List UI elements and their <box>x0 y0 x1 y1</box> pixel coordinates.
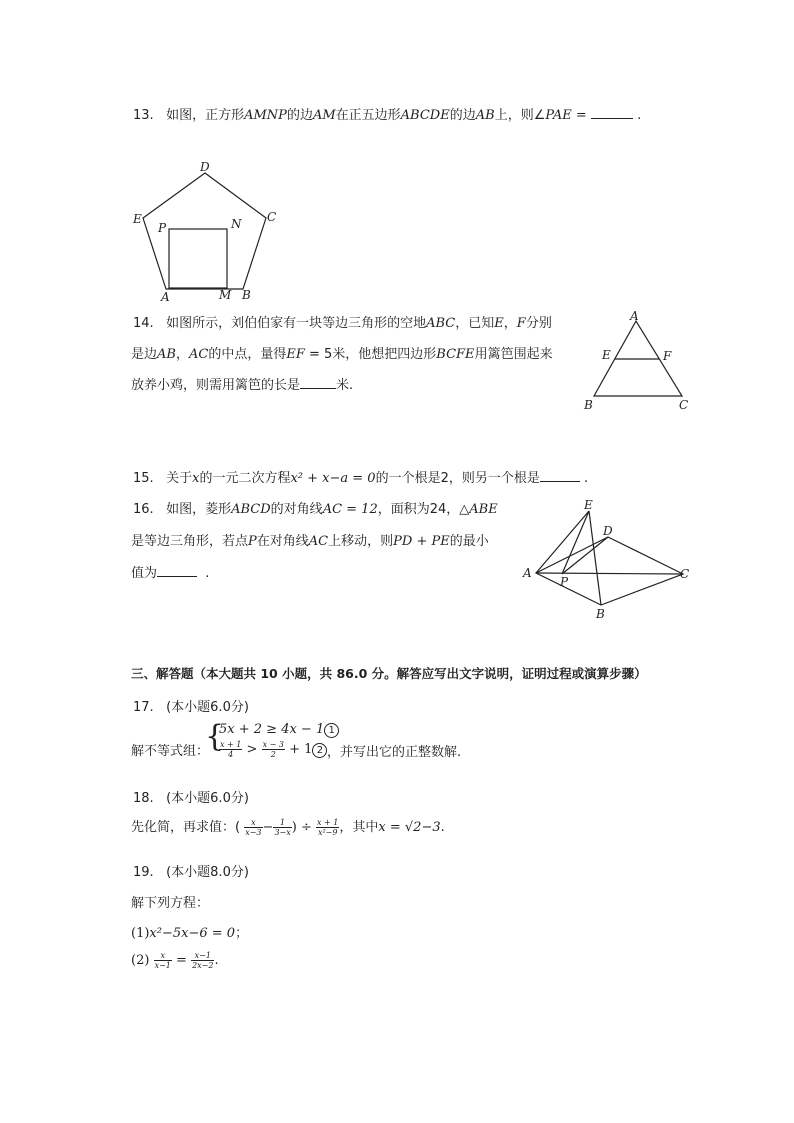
label-B: B <box>242 288 251 302</box>
q13-text: 在正五边形 <box>335 108 401 123</box>
q14-number: 14. <box>133 316 154 331</box>
q14-line-3 <box>131 374 353 393</box>
math-text: x² + x−a = 0 <box>290 471 376 486</box>
q14-text: 的中点，量得 <box>208 347 287 362</box>
denominator: 3−x <box>274 828 291 837</box>
q17-number: 17. <box>133 700 154 715</box>
math-text: = <box>176 953 187 968</box>
q14-line-2 <box>131 343 553 362</box>
q16-text: 是等边三角形，若点 <box>131 534 249 549</box>
answer-blank <box>591 106 633 119</box>
label-B: B <box>584 398 593 412</box>
q14-line-1 <box>133 312 552 331</box>
q15-line <box>133 467 588 486</box>
math-text: AC = 12 <box>322 502 378 517</box>
q19-score: (本小题8.0分) <box>166 865 249 880</box>
q14-text: 用篱笆围起来 <box>474 347 553 362</box>
label-D: D <box>200 160 210 174</box>
q16-line-3 <box>131 562 209 581</box>
q14-text: 放养小鸡，则需用篱笆的长是 <box>131 378 301 393</box>
section-header: 三、解答题（本大题共 10 小题，共 86.0 分。解答应写出文字说明，证明过程或演算步骤） <box>131 666 647 681</box>
math-text: ) ÷ <box>291 820 312 835</box>
q17-tail: ，并写出它的正整数解. <box>327 745 462 760</box>
q18-score: (本小题6.0分) <box>166 791 249 806</box>
q13-text: 的边 <box>286 108 313 123</box>
q18-text: ，其中 <box>339 820 379 835</box>
q16-text: 值为 <box>131 566 158 581</box>
q14-text: = 5米，他想把四边形 <box>304 347 437 362</box>
denominator: x−3 <box>245 828 262 837</box>
q18-expression <box>131 816 445 837</box>
q17-ineq-1 <box>219 722 339 738</box>
part-label: (2) <box>131 953 150 968</box>
math-text: AMNP <box>244 108 287 123</box>
math-text: x <box>192 471 200 486</box>
numerator: x <box>154 951 172 961</box>
fraction <box>262 740 285 759</box>
label-P: P <box>158 221 167 235</box>
label-C: C <box>679 398 689 412</box>
label-F: F <box>663 349 672 363</box>
math-text: ABCD <box>231 502 271 517</box>
label-A: A <box>161 290 170 304</box>
math-text: AB <box>157 347 176 362</box>
label-B: B <box>596 607 605 621</box>
q15-text: 关于 <box>166 471 193 486</box>
q18-text: . <box>440 820 445 835</box>
segment-ae <box>536 511 589 573</box>
label-E: E <box>602 348 611 362</box>
math-text: + 1 <box>289 742 313 757</box>
math-text: > <box>246 742 258 757</box>
label-D: D <box>603 524 613 538</box>
math-text: 5x + 2 ≥ 4x − 1 <box>219 722 325 737</box>
figure-triangle-midline <box>578 307 698 417</box>
fraction <box>154 951 172 970</box>
q18-number: 18. <box>133 791 154 806</box>
circled-number: 2 <box>312 743 327 758</box>
denominator: x−1 <box>154 961 171 970</box>
q15-text: . <box>584 471 589 486</box>
q14-text: 如图所示，刘伯伯家有一块等边三角形的空地 <box>166 316 427 331</box>
q15-number: 15. <box>133 471 154 486</box>
label-M: M <box>219 288 232 302</box>
label-C: C <box>680 567 690 581</box>
q15-text: 的一元二次方程 <box>199 471 291 486</box>
square-shape <box>169 229 227 288</box>
label-A: A <box>630 309 639 323</box>
label-C: C <box>267 210 277 224</box>
segment-pd <box>562 537 608 574</box>
q19-number: 19. <box>133 865 154 880</box>
fraction <box>191 951 214 970</box>
q16-text: 的对角线 <box>270 502 323 517</box>
numerator: 1 <box>273 818 291 828</box>
q18-text: 先化简，再求值：( <box>131 820 241 835</box>
q14-text: ， <box>503 316 517 331</box>
q16-text: 在对角线 <box>256 534 309 549</box>
math-text: = <box>571 108 591 123</box>
answer-blank <box>540 469 580 482</box>
label-N: N <box>231 217 242 231</box>
math-text: ABCDE <box>400 108 450 123</box>
q13-number: 13. <box>133 108 154 123</box>
q14-text: 分别 <box>525 316 552 331</box>
q16-text: 上移动，则 <box>328 534 394 549</box>
math-text: AB <box>475 108 495 123</box>
q13-line <box>133 104 641 123</box>
q14-text: ，已知 <box>455 316 495 331</box>
math-text: PAE <box>545 108 572 123</box>
numerator: x + 1 <box>317 818 339 827</box>
q19-lead: 解下列方程： <box>131 896 210 911</box>
math-text: AC <box>188 347 209 362</box>
q14-text: 米. <box>336 378 354 393</box>
math-text: ABE <box>469 502 498 517</box>
label-P: P <box>560 575 569 589</box>
q16-text: . <box>205 566 210 581</box>
q16-text: 如图，菱形 <box>166 502 232 517</box>
q13-text: 如图，正方形 <box>166 108 245 123</box>
figure-rhombus-triangle <box>517 497 697 627</box>
q16-line-1 <box>133 498 498 517</box>
system-brace: { <box>205 719 225 754</box>
q16-line-2 <box>131 530 489 549</box>
segment-eb <box>589 511 601 605</box>
math-text: AM <box>312 108 336 123</box>
answer-blank <box>300 376 336 389</box>
math-text: E <box>494 316 504 331</box>
math-text: P <box>248 534 257 549</box>
q16-number: 16. <box>133 502 154 517</box>
math-text: BCFE <box>436 347 475 362</box>
q17-score: (本小题6.0分) <box>166 700 249 715</box>
figure-pentagon-square <box>128 156 288 306</box>
label-E: E <box>584 498 593 512</box>
q19-header <box>133 861 249 880</box>
q15-text: 的一个根是2，则另一个根是 <box>375 471 540 486</box>
denominator: x²−9 <box>317 828 338 837</box>
numerator: x−1 <box>191 951 214 961</box>
q14-text: 是边 <box>131 347 158 362</box>
math-text: AC <box>308 534 329 549</box>
q17-ineq-2 <box>219 740 327 759</box>
answer-blank <box>157 564 197 577</box>
fraction <box>273 818 291 837</box>
numerator: x + 1 <box>220 740 242 749</box>
fraction <box>219 740 242 759</box>
q13-text: 的边 <box>449 108 476 123</box>
math-text: ABC <box>426 316 456 331</box>
q19-part-2 <box>131 951 219 970</box>
q13-text: . <box>637 108 642 123</box>
numerator: x − 3 <box>262 740 284 749</box>
q16-text: 的最小 <box>449 534 489 549</box>
q17-header <box>133 696 249 715</box>
q13-text: 上，则∠ <box>494 108 546 123</box>
q17-lead: 解不等式组： <box>131 744 210 759</box>
numerator: x <box>244 818 262 828</box>
circled-number: 1 <box>324 723 339 738</box>
fraction <box>316 818 339 837</box>
math-text: EF <box>286 347 305 362</box>
q19-text: . <box>214 953 219 968</box>
segment-pe <box>562 511 589 574</box>
denominator: 2x−2 <box>192 961 214 970</box>
q19-part-1 <box>131 922 248 941</box>
denominator: 2 <box>270 750 276 759</box>
part-label: (1) <box>131 926 150 941</box>
denominator: 4 <box>228 750 234 759</box>
diagonal-ac <box>536 573 683 574</box>
math-text: x²−5x−6 = 0 <box>149 926 236 941</box>
q16-text: ，面积为24，△ <box>377 502 470 517</box>
q14-text: ， <box>175 347 189 362</box>
math-text: F <box>516 316 526 331</box>
q19-text: ； <box>235 926 249 941</box>
fraction <box>244 818 262 837</box>
math-text: x = √2−3 <box>378 820 441 835</box>
math-text: PD + PE <box>393 534 450 549</box>
label-A: A <box>523 566 532 580</box>
math-text: − <box>262 820 274 835</box>
label-E: E <box>133 212 142 226</box>
q18-header <box>133 787 249 806</box>
